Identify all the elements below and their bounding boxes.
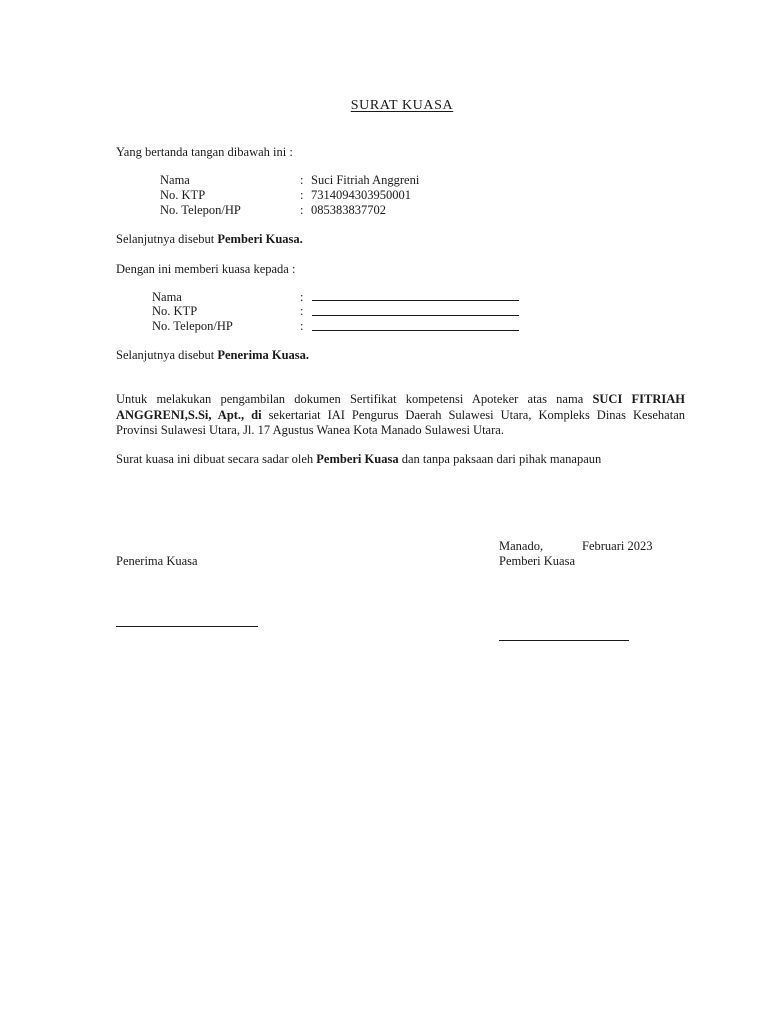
receiver-sign-label: Penerima Kuasa (116, 554, 198, 568)
receiver-ktp-blank (312, 315, 519, 316)
giver-name-colon: : (300, 173, 304, 187)
giver-ktp-value: 7314094303950001 (311, 188, 411, 202)
receiver-signature-line (116, 626, 258, 627)
place-text: Manado, (499, 539, 544, 553)
receiver-reference (116, 348, 309, 363)
giver-reference (116, 232, 303, 247)
receiver-name-colon: : (300, 290, 304, 304)
statement-bold-term: Pemberi Kuasa (316, 452, 399, 466)
receiver-phone-colon: : (300, 319, 304, 333)
giver-phone-colon: : (300, 203, 304, 217)
giver-sign-label: Pemberi Kuasa (499, 554, 576, 568)
receiver-phone-label: No. Telepon/HP (152, 319, 233, 333)
statement-text-2: dan tanpa paksaan dari pihak manapaun (398, 452, 602, 466)
receiver-ktp-label: No. KTP (152, 304, 198, 318)
date-text: Februari 2023 (582, 539, 653, 553)
receiver-phone-blank (312, 330, 519, 331)
receiver-ktp-colon: : (300, 304, 304, 318)
intro-text: Yang bertanda tangan dibawah ini : (116, 145, 293, 159)
statement-text-1: Surat kuasa ini dibuat secara sadar oleh (116, 452, 317, 466)
receiver-name-label: Nama (152, 290, 182, 304)
giver-phone-label: No. Telepon/HP (160, 203, 241, 217)
giver-phone-value: 085383837702 (311, 203, 386, 217)
giver-reference-term: Pemberi Kuasa. (217, 232, 303, 246)
purpose-text-1: Untuk melakukan pengambilan dokumen Sertifikat kompetensi Apoteker atas nama (116, 392, 593, 406)
giver-signature-line (499, 640, 629, 641)
receiver-name-blank (312, 300, 519, 301)
purpose-bold-name: SUCI FITRIAH ANGGRENI,S.Si, Apt., di (116, 392, 686, 422)
receiver-reference-prefix: Selanjutnya disebut (116, 348, 218, 362)
giver-ktp-colon: : (300, 188, 304, 202)
statement-paragraph (116, 452, 601, 467)
giver-ktp-label: No. KTP (160, 188, 206, 202)
grant-intro-text: Dengan ini memberi kuasa kepada : (116, 262, 296, 276)
giver-name-label: Nama (160, 173, 190, 187)
purpose-text-2: sekertariat IAI Pengurus Daerah Sulawesi Utara, Kompleks Dinas Kesehatan Provinsi Sulawesi Utara, Jl. 17 Agustus Wanea Kota Manado Sulawesi Utara. (116, 407, 686, 437)
document-title: SURAT KUASA (350, 98, 454, 113)
giver-name-value: Suci Fitriah Anggreni (311, 173, 420, 187)
giver-reference-prefix: Selanjutnya disebut (116, 232, 218, 246)
receiver-reference-term: Penerima Kuasa. (217, 348, 310, 362)
purpose-paragraph (116, 392, 685, 439)
